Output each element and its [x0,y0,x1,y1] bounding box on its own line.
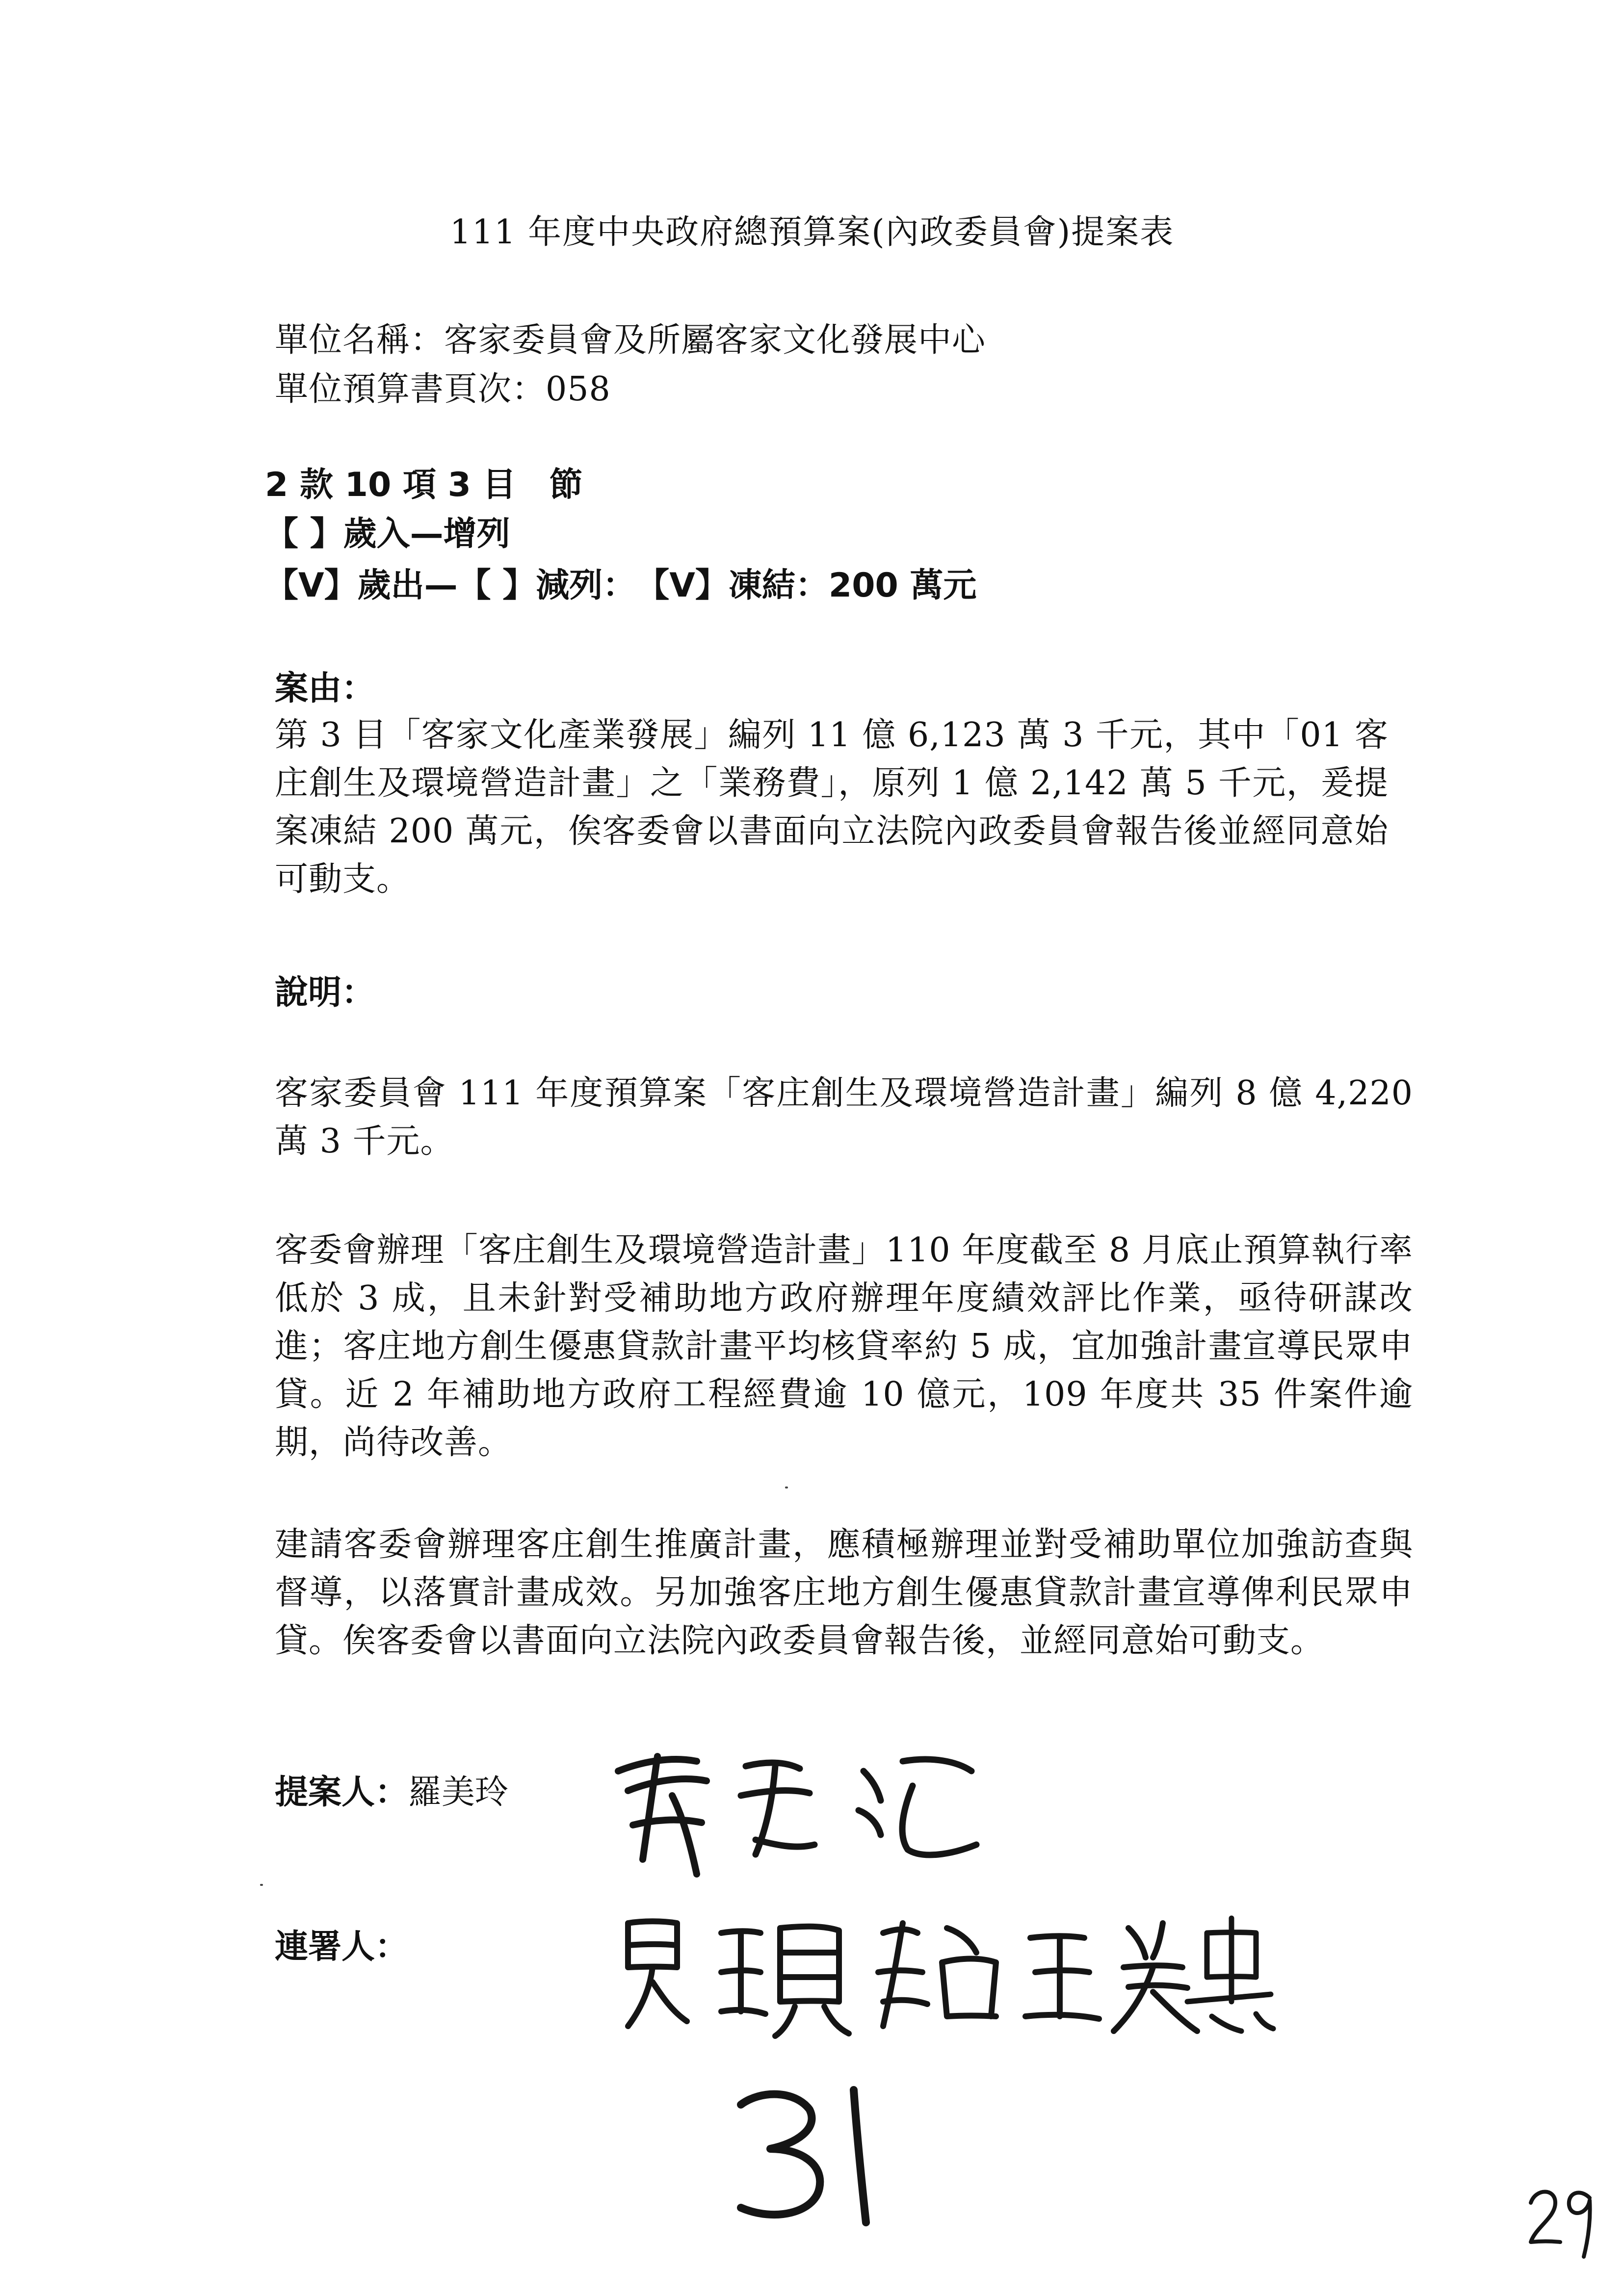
cosigner-signatures [608,1904,1276,2051]
reason-text: 第 3 目「客家文化產業發展」編列 11 億 6,123 萬 3 千元，其中「01 客庄創生及環境營造計畫」之「業務費」，原列 1 億 2,142 萬 5 千元，爰提案凍結 200 萬元，俟客委會以書面向立法院內政委員會報告後並經同意始可動支。 [275,716,1388,899]
reason-label: 案由： [275,669,375,708]
description-paragraph-2: 客委會辦理「客庄創生及環境營造計畫」110 年度截至 8 月底止預算執行率低於 3 成，且未針對受補助地方政府辦理年度績效評比作業，亟待研謀改進；客庄地方創生優惠貸款計畫平均核貸率約 5 成，宜加強計畫宣導民眾申貸。近 2 年補助地方政府工程經費逾 10 億元，109 年度共 35 件案件逾期，尚待改善。 [275,1231,1413,1462]
unit-budget-page: 單位預算書頁次：058 [275,370,611,409]
unit-name: 單位名稱：客家委員會及所屬客家文化發展中心 [275,321,986,360]
handwritten-page-number [1526,2173,1599,2262]
proposer-name: 羅美玲 [408,1773,509,1812]
revenue-line: 【 】歲入—增列 [265,515,510,553]
proposer-signature [599,1727,1001,1889]
description-paragraph-3: 建請客委會辦理客庄創生推廣計畫，應積極辦理並對受補助單位加強訪查與督導，以落實計畫成效。另加強客庄地方創生優惠貸款計畫宣導俾利民眾申貸。俟客委會以書面向立法院內政委員會報告後，並經同意始可動支。 [275,1525,1413,1660]
document-title: 111 年度中央政府總預算案(內政委員會)提案表 [449,213,1175,252]
handwritten-number [731,2075,898,2232]
scan-speck [260,1884,263,1886]
description-paragraph-1: 客家委員會 111 年度預算案「客庄創生及環境營造計畫」編列 8 億 4,220 萬 3 千元。 [275,1074,1413,1161]
cosigner-label: 連署人： [275,1928,409,1966]
budget-item-line: 2 款 10 項 3 目 節 [265,466,583,504]
proposer-label: 提案人： [275,1773,409,1812]
description-label: 說明： [275,973,375,1012]
scan-speck [785,1487,788,1488]
expenditure-line: 【V】歲出—【 】減列： 【V】凍結：200 萬元 [265,566,977,605]
proposer-line [275,1773,509,1812]
